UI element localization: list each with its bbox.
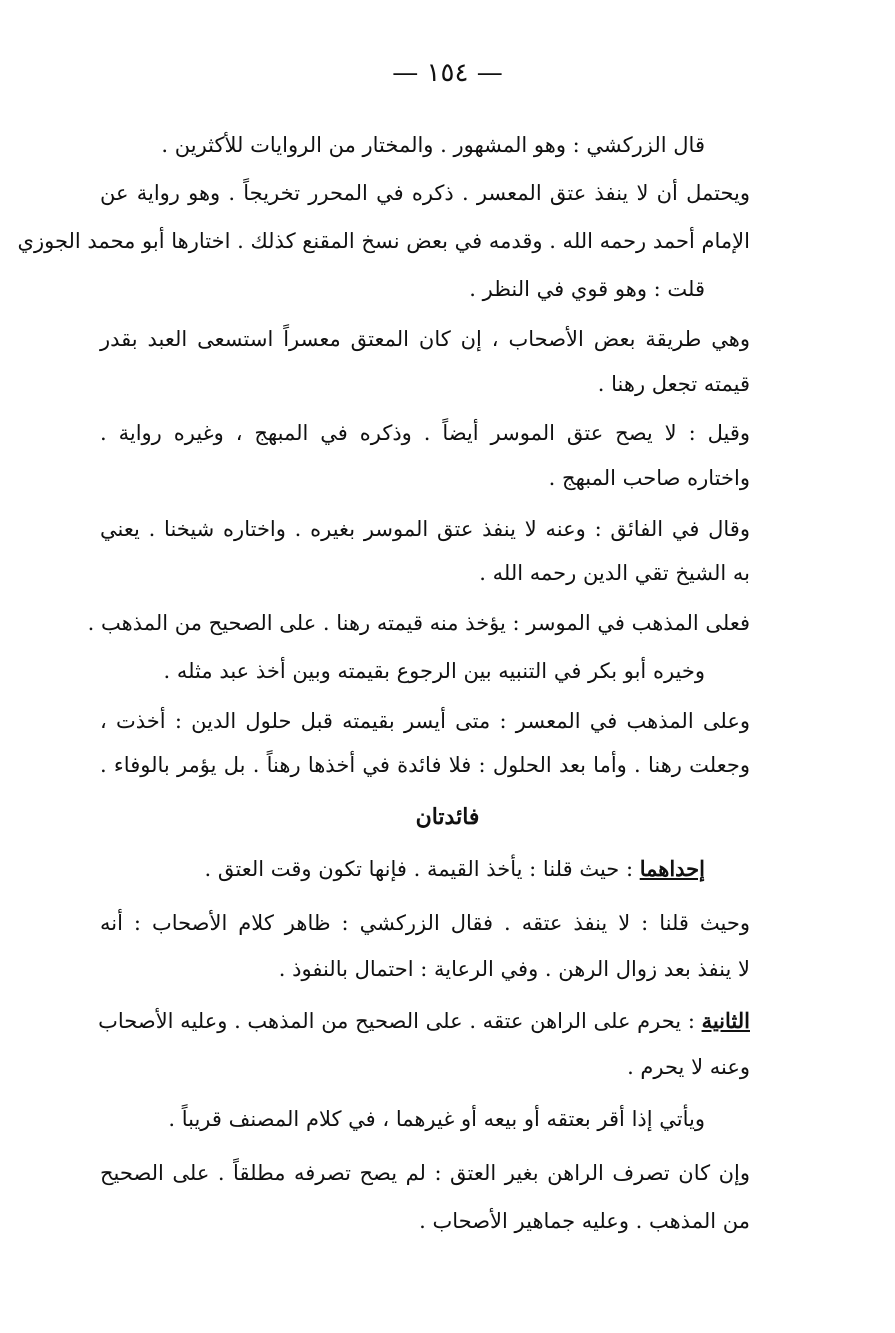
text-line: وعلى المذهب في المعسر : متى أيسر بقيمته قبل حلول الدين : أخذت ، <box>100 709 750 733</box>
text-line: وقيل : لا يصح عتق الموسر أيضاً . وذكره في المبهج ، وغيره رواية . <box>100 421 750 445</box>
text-line: من المذهب . وعليه جماهير الأصحاب . <box>419 1209 750 1233</box>
text-line: وإن كان تصرف الراهن بغير العتق : لم يصح تصرفه مطلقاً . على الصحيح <box>100 1161 750 1185</box>
page-number: — ١٥٤ — <box>392 58 503 88</box>
text-line: به الشيخ تقي الدين رحمه الله . <box>479 561 750 585</box>
text-line: ويحتمل أن لا ينفذ عتق المعسر . ذكره في المحرر تخريجاً . وهو رواية عن <box>100 181 750 205</box>
text-line: لا ينفذ بعد زوال الرهن . وفي الرعاية : احتمال بالنفوذ . <box>278 957 750 981</box>
text-line: وعنه لا يحرم . <box>627 1055 750 1079</box>
text-line: وهي طريقة بعض الأصحاب ، إن كان المعتق معسراً استسعى العبد بقدر <box>100 327 750 351</box>
term-first-text: : حيث قلنا : يأخذ القيمة . فإنها تكون وقت العتق . <box>204 857 640 881</box>
term-first: إحداهما <box>639 856 705 881</box>
text-line: وخيره أبو بكر في التنبيه بين الرجوع بقيمته وبين أخذ عبد مثله . <box>163 659 705 683</box>
text-line: قال الزركشي : وهو المشهور . والمختار من الروايات للأكثرين . <box>161 133 705 157</box>
text-line: وجعلت رهنا . وأما بعد الحلول : فلا فائدة في أخذها رهناً . بل يؤمر بالوفاء . <box>100 753 750 777</box>
term-second-text: : يحرم على الراهن عتقه . على الصحيح من المذهب . وعليه الأصحاب <box>98 1009 702 1033</box>
text-line: وقال في الفائق : وعنه لا ينفذ عتق الموسر بغيره . واختاره شيخنا . يعني <box>100 517 750 541</box>
term-second: الثانية <box>701 1008 750 1033</box>
text-line: قيمته تجعل رهنا . <box>597 372 750 396</box>
text-line: وحيث قلنا : لا ينفذ عتقه . فقال الزركشي : ظاهر كلام الأصحاب : أنه <box>100 911 750 935</box>
section-heading: فائدتان <box>415 804 480 830</box>
text-line: فعلى المذهب في الموسر : يؤخذ منه قيمته رهنا . على الصحيح من المذهب . <box>87 611 750 635</box>
text-line: الإمام أحمد رحمه الله . وقدمه في بعض نسخ المقنع كذلك . اختارها أبو محمد الجوزي <box>17 229 750 253</box>
text-line: قلت : وهو قوي في النظر . <box>469 277 705 301</box>
text-line <box>100 1004 750 1038</box>
text-line: ويأتي إذا أقر بعتقه أو بيعه أو غيرهما ، في كلام المصنف قريباً . <box>168 1107 705 1131</box>
text-line <box>100 852 705 886</box>
text-line: واختاره صاحب المبهج . <box>548 466 750 490</box>
